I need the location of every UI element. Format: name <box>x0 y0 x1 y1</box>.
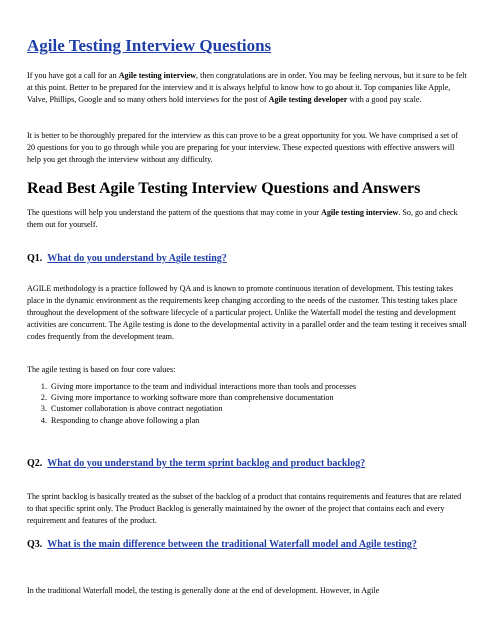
q1-values-list <box>27 381 468 426</box>
intro-text: If you have got a call for an <box>27 71 119 80</box>
list-item: 1. Giving more importance to the team and individual interactions more than tools and processes <box>49 381 468 392</box>
intro-text: with a good pay scale. <box>347 95 422 104</box>
intro-bold-term: Agile testing developer <box>268 95 348 104</box>
section-text: The questions will help you understand the pattern of the questions that may come in your <box>27 208 322 217</box>
list-item: 4. Responding to change above following a plan <box>49 415 468 426</box>
q1-number: Q1. <box>27 253 43 264</box>
q2-answer: The sprint backlog is basically treated as the subset of the backlog of a product that contains requirements and features that are related to that specific sprint only. The Product Backlog is generally maintained by the owner of the project that contains each and every requirement and features of the product. <box>27 492 462 525</box>
section-heading: Read Best Agile Testing Interview Questions and Answers <box>27 180 421 197</box>
q2-question-link[interactable]: What do you understand by the term sprint backlog and product backlog? <box>47 458 366 469</box>
q3-question-link[interactable]: What is the main difference between the traditional Waterfall model and Agile testing? <box>47 539 417 550</box>
section-paragraph <box>27 207 468 231</box>
q1-heading <box>27 253 468 265</box>
q1-values-intro: The agile testing is based on four core values: <box>27 365 176 374</box>
q1-question-link[interactable]: What do you understand by Agile testing? <box>47 253 227 264</box>
q2-heading <box>27 458 468 470</box>
q3-heading <box>27 538 468 552</box>
list-item: 3. Customer collaboration is above contract negotiation <box>49 403 468 414</box>
section-text: . So, go and check them out for yourself. <box>27 208 458 229</box>
intro-bold-term: Agile testing interview <box>118 71 197 80</box>
q2-number: Q2. <box>27 458 43 469</box>
intro-paragraph-2: It is better to be thoroughly prepared for the interview as this can prove to be a great opportunity for you. We have comprised a set of 20 questions for you to go through while you are preparing for your interview. These expected questions with effective answers will help you get through the interview without any difficulty. <box>27 131 458 164</box>
section-bold-term: Agile testing interview <box>321 208 399 217</box>
intro-paragraph-1 <box>27 70 468 106</box>
intro-text: , then congratulations are in order. You may be feeling nervous, but it sure to be felt at this point. Better to be prepared for the interview and it is always helpful to know how to go about it. Top companies like Apple, Valve, Phillips, Google and so many others hold interviews for the post of <box>27 71 467 104</box>
page-title: Agile Testing Interview Questions <box>27 36 272 55</box>
q1-answer: AGILE methodology is a practice followed by QA and is known to promote continuous iteration of development. This testing takes place in the dynamic environment as the requirements keep changing according to the needs of the customer. This testing takes place throughout the development of the software lifecycle of a particular project. Unlike the Waterfall model the testing and development activities are concurrent. The Agile testing is done to the developmental activity in a parallel order and the team testing it receives small codes frequently from the development team. <box>27 284 467 341</box>
q3-answer: In the traditional Waterfall model, the testing is generally done at the end of development. However, in Agile <box>27 586 380 595</box>
q3-number: Q3. <box>27 539 43 550</box>
list-item: 2. Giving more importance to working software more than comprehensive documentation <box>49 392 468 403</box>
